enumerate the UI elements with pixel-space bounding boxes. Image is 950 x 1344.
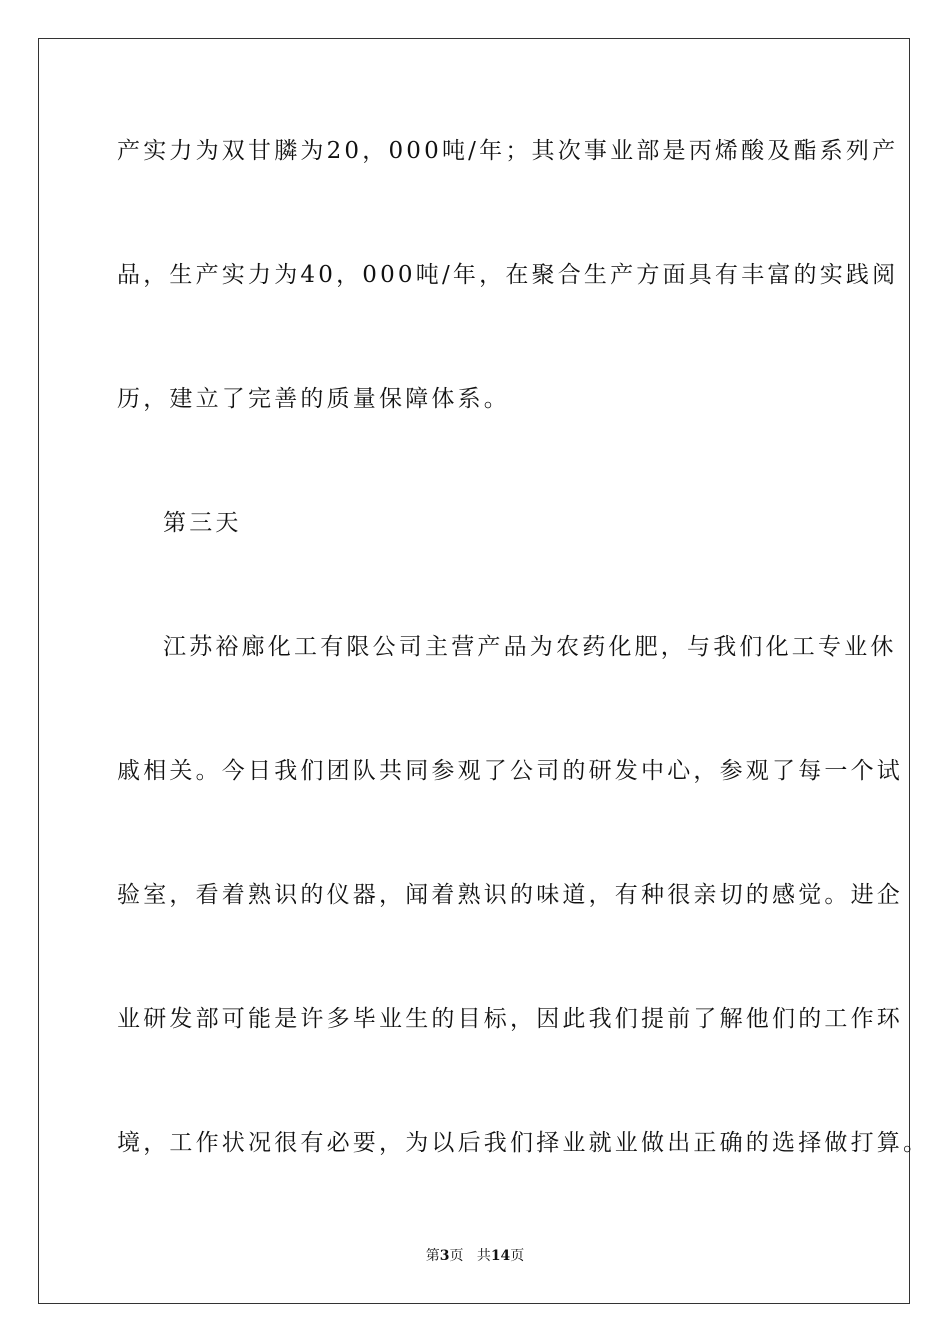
section-heading: 第三天 [163,510,242,536]
paragraph-line: 验室，看着熟识的仪器，闻着熟识的味道，有种很亲切的感觉。进企 [117,882,903,908]
total-prefix: 共 [476,1248,491,1264]
paragraph-line: 产实力为双甘膦为20，000吨/年；其次事业部是丙烯酸及酯系列产 [117,138,899,164]
page-footer [0,1246,950,1266]
paragraph-line: 品，生产实力为40，000吨/年，在聚合生产方面具有丰富的实践阅 [117,262,899,288]
total-suffix: 页 [510,1248,525,1264]
page-border [38,38,930,1304]
page-prefix: 第 [425,1248,440,1264]
total-pages: 14 [490,1248,511,1264]
paragraph-line: 江苏裕廊化工有限公司主营产品为农药化肥，与我们化工专业休 [163,634,897,660]
paragraph-line: 历，建立了完善的质量保障体系。 [117,386,510,412]
paragraph-line: 业研发部可能是许多毕业生的目标，因此我们提前了解他们的工作环 [117,1006,903,1032]
page-number: 3 [439,1248,450,1264]
paragraph-line: 境，工作状况很有必要，为以后我们择业就业做出正确的选择做打算。 [117,1130,930,1156]
paragraph-line: 戚相关。今日我们团队共同参观了公司的研发中心，参观了每一个试 [117,758,903,784]
page-suffix: 页 [449,1248,464,1264]
